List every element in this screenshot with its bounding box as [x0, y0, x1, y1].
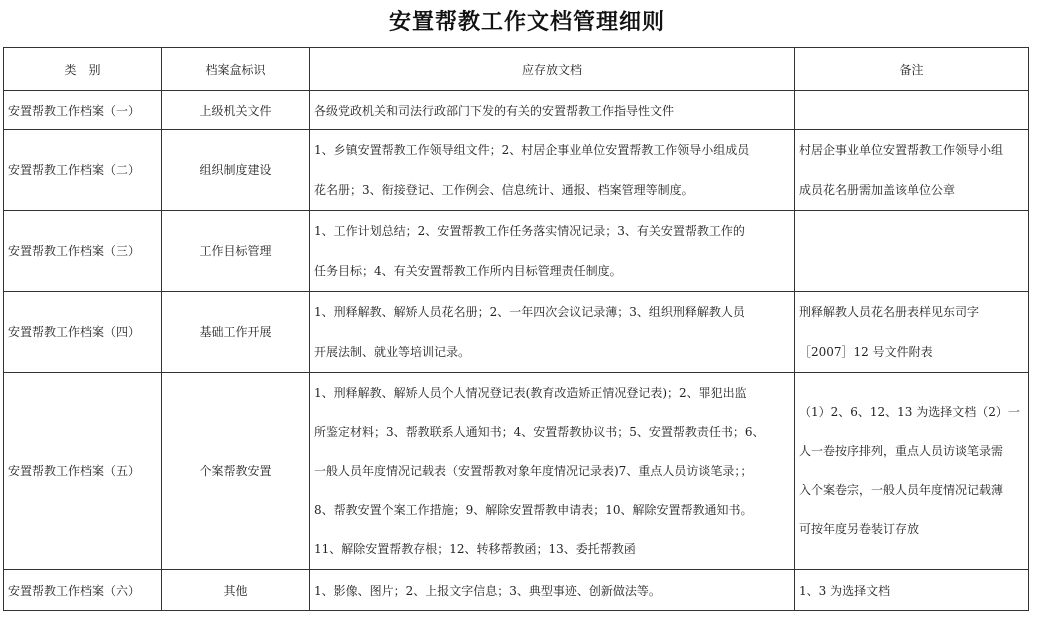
row-note — [795, 211, 1029, 292]
row-documents: 1、影像、图片；2、上报文字信息；3、典型事迹、创新做法等。 — [310, 570, 795, 611]
page-title: 安置帮教工作文档管理细则 — [388, 10, 665, 35]
row-category: 安置帮教工作档案（五） — [4, 373, 162, 570]
row-documents: 各级党政机关和司法行政部门下发的有关的安置帮教工作指导性文件 — [310, 91, 795, 130]
row-box-label: 工作目标管理 — [162, 211, 310, 292]
header-box-label: 档案盒标识 — [162, 48, 310, 91]
row-box-label: 个案帮教安置 — [162, 373, 310, 570]
row-box-label: 基础工作开展 — [162, 292, 310, 373]
header-note: 备注 — [795, 48, 1029, 91]
header-documents: 应存放文档 — [310, 48, 795, 91]
row-documents: 1、刑释解教、解矫人员花名册；2、一年四次会议记录薄；3、组织刑释解教人员 开展法制、就业等培训记录。 — [310, 292, 795, 373]
row-note: （1）2、6、12、13 为选择文档（2）一 人一卷按序排列，重点人员访谈笔录需 入个案卷宗，一般人员年度情况记载薄 可按年度另卷装订存放 — [795, 373, 1029, 570]
row-category: 安置帮教工作档案（二） — [4, 130, 162, 211]
row-category: 安置帮教工作档案（一） — [4, 91, 162, 130]
row-box-label: 上级机关文件 — [162, 91, 310, 130]
document-management-table — [3, 47, 1029, 611]
table-row — [4, 91, 1029, 130]
row-note — [795, 91, 1029, 130]
row-documents: 1、工作计划总结；2、安置帮教工作任务落实情况记录；3、有关安置帮教工作的 任务目标；4、有关安置帮教工作所内目标管理责任制度。 — [310, 211, 795, 292]
row-category: 安置帮教工作档案（三） — [4, 211, 162, 292]
row-note: 村居企事业单位安置帮教工作领导小组 成员花名册需加盖该单位公章 — [795, 130, 1029, 211]
table-row — [4, 373, 1029, 570]
header-category: 类 别 — [4, 48, 162, 91]
row-category: 安置帮教工作档案（四） — [4, 292, 162, 373]
row-documents: 1、乡镇安置帮教工作领导组文件；2、村居企事业单位安置帮教工作领导小组成员 花名册；3、衔接登记、工作例会、信息统计、通报、档案管理等制度。 — [310, 130, 795, 211]
row-note: 刑释解教人员花名册表样见东司字 ［2007］12 号文件附表 — [795, 292, 1029, 373]
table-row — [4, 292, 1029, 373]
table-header-row — [4, 48, 1029, 91]
row-box-label: 其他 — [162, 570, 310, 611]
row-category: 安置帮教工作档案（六） — [4, 570, 162, 611]
row-box-label: 组织制度建设 — [162, 130, 310, 211]
table-row — [4, 130, 1029, 211]
table-row — [4, 570, 1029, 611]
row-note: 1、3 为选择文档 — [795, 570, 1029, 611]
table-row — [4, 211, 1029, 292]
row-documents: 1、刑释解教、解矫人员个人情况登记表(教育改造矫正情况登记表)；2、罪犯出监 所鉴定材料；3、帮教联系人通知书；4、安置帮教协议书；5、安置帮教责任书；6、 一般人员年度情况记载表（安置帮教对象年度情况记录表)7、重点人员访谈笔录；； 8、帮教安置个案工作措施；9、解除安置帮教申请表；10、解除安置帮教通知书。 11、解除安置帮教存根；12、转移帮教函；13、委托帮教函 — [310, 373, 795, 570]
